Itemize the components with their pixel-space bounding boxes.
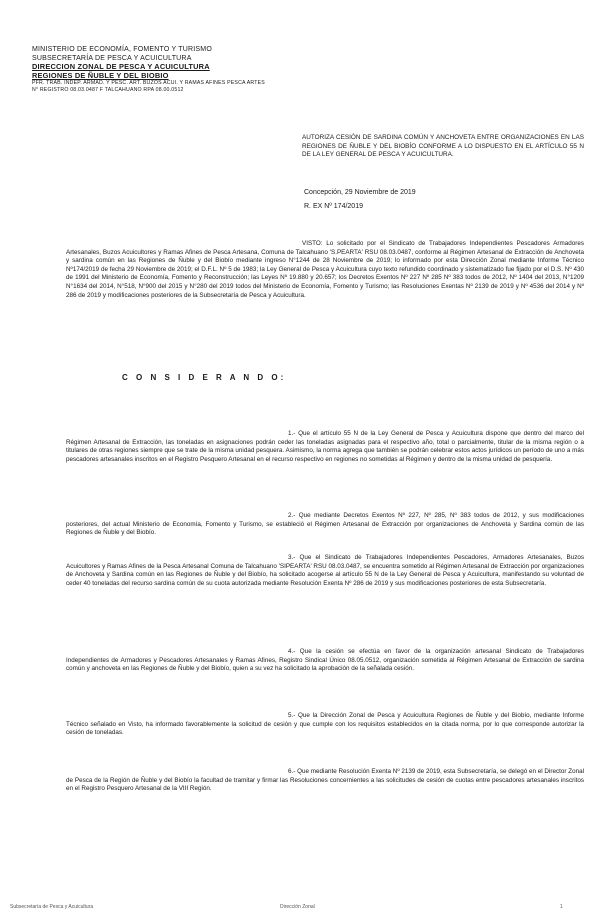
resolution-subject: AUTORIZA CESIÓN DE SARDINA COMÚN Y ANCHOVETA ENTRE ORGANIZACIONES EN LAS REGIONES DE ÑUBLE Y DEL BIOBÍO CONFORME A LO DISPUESTO EN EL ARTÍCULO 55 N DE LA LEY GENERAL DE PESCA Y ACUICULTURA. <box>302 134 584 159</box>
considerando-3: 3.- Que el Sindicato de Trabajadores Independientes Pescadores, Armadores Artesanales, Buzos Acuicultores y Ramas Afines de la Pesca Artesanal Comuna de Talcahuano 'SIPEARTA' RSU 08.03.0487, se encuentra sometido al Régimen Artesanal de Extracción por organizaciones de Anchoveta y Sardina común en las Regiones de Ñuble y del Biobío, ha solicitado acogerse al artículo 55 N de la Ley General de Pesca y Acuicultura, manifestando su voluntad de ceder 40 toneladas del recurso sardina común de su cuota autorizada mediante Resolución Exenta Nº 286 de 2019 y sus modificaciones posteriores de esta Subsecretaría. <box>66 554 584 587</box>
footer-left: Subsecretaría de Pesca y Acuicultura <box>10 904 94 910</box>
page-number: 1 <box>560 904 563 910</box>
contact-line-1: PFR. TRAB. INDEP. ARMAD. Y PESC. ART. BUZOS ACUI. Y RAMAS AFINES PESCA ARTES <box>32 80 265 87</box>
considerando-5: 5.- Que la Dirección Zonal de Pesca y Acuicultura Regiones de Ñuble y del Biobío, mediante Informe Técnico señalado en Visto, ha informado favorablemente la solicitud de cesión y que cumple con los requisitos establecidos en la citada norma, por lo que corresponde autorizar la cesión de toneladas. <box>66 712 584 737</box>
undersecretariat-line: SUBSECRETARÍA DE PESCA Y ACUICULTURA <box>32 54 192 62</box>
contact-line-2: N° REGISTRO 08.03.0487 F TALCAHUANO RPA 08.00.0512 <box>32 86 184 93</box>
visto-paragraph: VISTO: Lo solicitado por el Sindicato de Trabajadores Independientes Pescadores Armadores Artesanales, Buzos Acuicultores y Ramas Afines de Pesca Artesana, Comuna de Talcahuano 'S.PEARTA' RSU 08.03.0487, conforme al Régimen Artesanal de Extracción de Anchoveta y sardina común en las Regiones de Ñuble y del Biobío mediante ingreso N°1244 de 28 Noviembre de 2019; lo informado por esta Dirección Zonal mediante Informe Técnico Nº174/2019 de fecha 29 Noviembre de 2019; el D.F.L. Nº 5 de 1983; la Ley General de Pesca y Acuicultura cuyo texto refundido coordinado y sistematizado fue fijado por el D.S. Nº 430 de 1991 del Ministerio de Economía, Fomento y Reconstrucción; las Leyes Nº 19.880 y 20.657; los Decretos Exentos Nº 227 Nº 285 Nº 383 todos de 2012, Nº 1404 del 2013, N°1209 N°1634 del 2014, N°518, N°900 del 2015 y N°280 del 2019 todos del Ministerio de Economía, Fomento y Turismo; las Resoluciones Exentas Nº 2139 de 2019 y Nº 4536 del 2014 y Nº 286 de 2019 y modificaciones posteriores de la Subsecretaría de Pesca y Acuicultura. <box>66 240 584 299</box>
considerando-4: 4.- Que la cesión se efectúa en favor de la organización artesanal Sindicato de Trabajadores Independientes de Armadores y Pescadores Artesanales y Ramas Afines, Registro Sindical Único 08.05.0512, organización sometida al Régimen Artesanal de Extracción de sardina común y anchoveta en las Regiones de Ñuble y del Biobío, quien a su vez ha solicitado la aprobación de la señalada cesión. <box>66 648 584 673</box>
region-line: REGIONES DE ÑUBLE Y DEL BIOBIO <box>32 70 169 80</box>
office-line: DIRECCION ZONAL DE PESCA Y ACUICULTURA <box>32 62 210 72</box>
considerando-1: 1.- Que el artículo 55 N de la Ley General de Pesca y Acuicultura dispone que dentro del marco del Régimen Artesanal de Extracción, las toneladas en asignaciones podrán ceder las toneladas asignadas para el respectivo año, total o parcialmente, titular de la misma región o a titulares de otras regiones siempre que se trate de la misma unidad pesquera. Asimismo, la norma agrega que también se podrán celebrar estos actos jurídicos un período de uno a más pescadores artesanales inscritos en el Registro Pesquero Artesanal en el recurso respectivo en regiones no sometidas al Régimen y dentro de la misma unidad de pesquería. <box>66 430 584 463</box>
considerando-heading: C O N S I D E R A N D O: <box>122 373 287 382</box>
footer-center: Dirección Zonal <box>280 904 315 910</box>
letterhead <box>32 46 265 93</box>
resolution-number: R. EX Nº 174/2019 <box>304 203 363 210</box>
considerando-6: 6.- Que mediante Resolución Exenta Nº 2139 de 2019, esta Subsecretaría, se delegó en el Director Zonal de Pesca de la Región de Ñuble y del Biobío la facultad de tramitar y firmar las Resoluciones concernientes a las solicitudes de cesión de cuotas entre pescadores artesanales inscritos en el Registro Pesquero Artesanal de la VIII Región. <box>66 768 584 793</box>
considerando-2: 2.- Que mediante Decretos Exentos Nº 227, Nº 285, Nº 383 todos de 2012, y sus modificaciones posteriores, del actual Ministerio de Economía, Fomento y Turismo, se estableció el Régimen Artesanal de Extracción por organizaciones de Anchoveta y Sardina común de las Regiones de Ñuble y del Biobío. <box>66 512 584 537</box>
place-date: Concepción, 29 Noviembre de 2019 <box>304 189 416 196</box>
page-footer <box>0 904 600 914</box>
ministry-line: MINISTERIO DE ECONOMÍA, FOMENTO Y TURISMO <box>32 46 212 53</box>
